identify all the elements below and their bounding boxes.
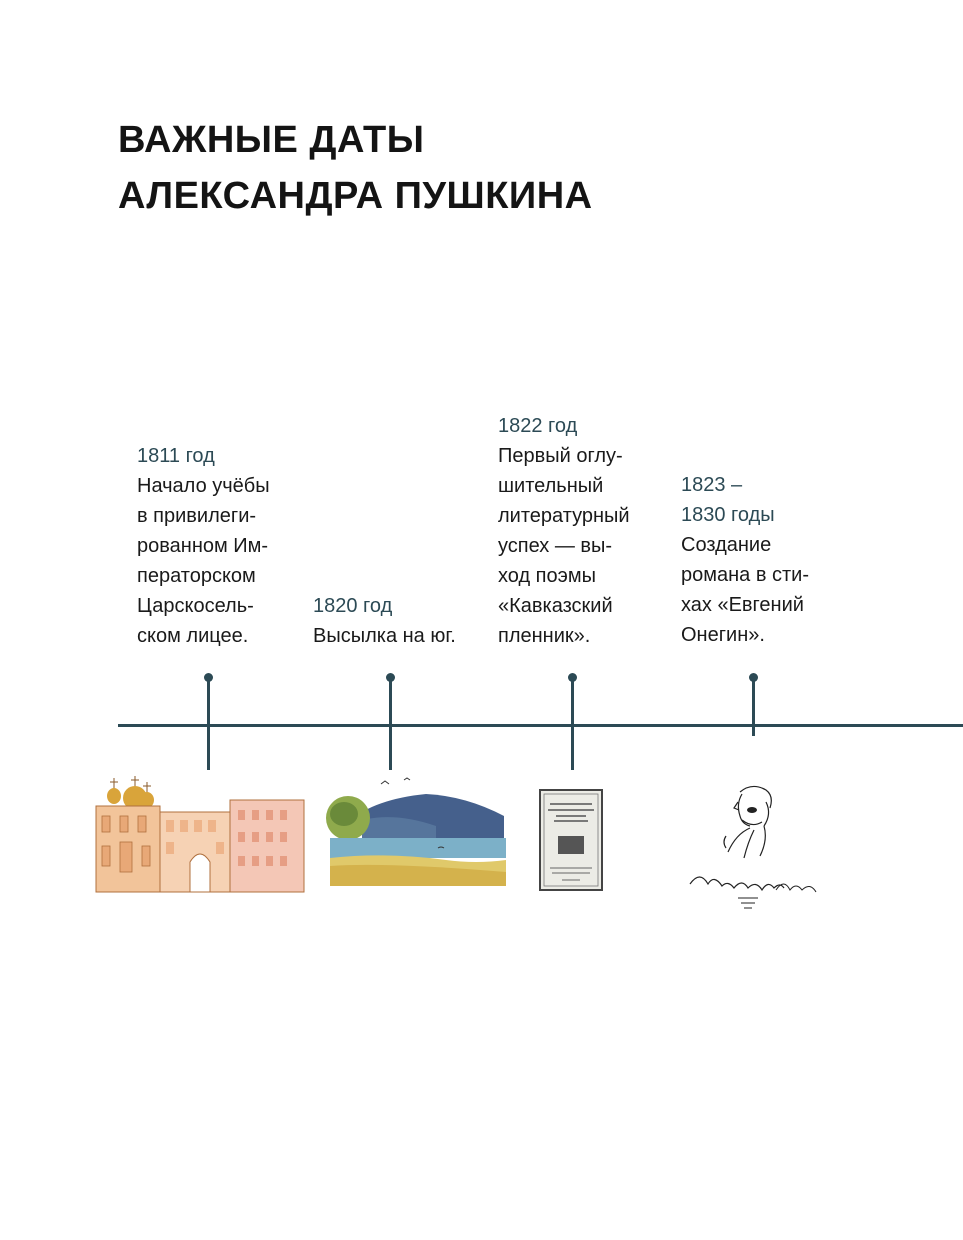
timeline-tick bbox=[752, 678, 755, 736]
lyceum-building-illustration bbox=[92, 776, 308, 894]
bird-icon bbox=[381, 781, 389, 784]
title-line-1: ВАЖНЫЕ ДАТЫ bbox=[118, 119, 425, 161]
southern-landscape-illustration bbox=[326, 776, 506, 888]
timeline-axis bbox=[118, 724, 963, 727]
event-description: Начало учёбы в привилеги- рованном Им- ператорском Царскосель- ском лицее. bbox=[137, 475, 270, 647]
book-vignette bbox=[558, 836, 584, 854]
event-date: 1820 год bbox=[313, 595, 393, 617]
page-title bbox=[118, 112, 593, 224]
timeline-event-1822 bbox=[498, 411, 630, 651]
event-description: Первый оглу- шительный литературный успех — вы- ход поэмы «Кавказский пленник». bbox=[498, 445, 630, 647]
bird-icon bbox=[404, 778, 410, 780]
event-description: Высылка на юг. bbox=[313, 625, 456, 647]
self-portrait-sketch-illustration bbox=[680, 780, 830, 920]
timeline-event-1811 bbox=[137, 441, 270, 651]
book-cover-illustration bbox=[538, 788, 604, 892]
event-description: Создание романа в сти- хах «Евгений Онегин». bbox=[681, 534, 810, 646]
timeline-event-1823 bbox=[681, 470, 809, 650]
title-line-2: АЛЕКСАНДРА ПУШКИНА bbox=[118, 175, 593, 217]
event-date: 1811 год bbox=[137, 445, 215, 467]
timeline-event-1820 bbox=[313, 591, 456, 651]
event-date: 1822 год bbox=[498, 415, 578, 437]
timeline-tick bbox=[389, 678, 392, 770]
timeline-tick bbox=[571, 678, 574, 770]
event-date: 1823 – 1830 годы bbox=[681, 474, 775, 526]
timeline-tick bbox=[207, 678, 210, 770]
